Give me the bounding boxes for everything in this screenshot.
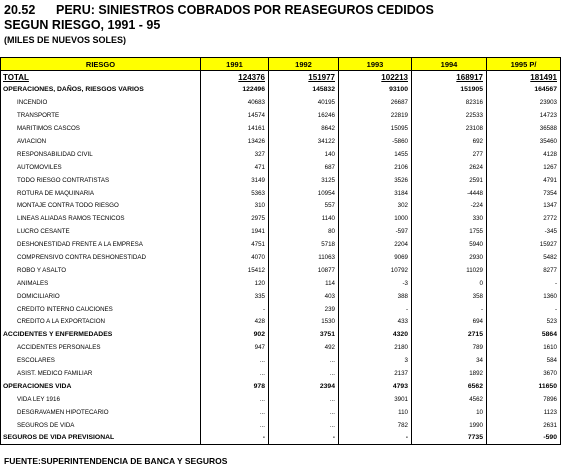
table-header-row [1,58,561,71]
row-label: LINEAS ALIADAS RAMOS TECNICOS [1,212,201,225]
table-row [1,148,561,161]
cell-1994: 5940 [412,238,487,251]
row-label: TODO RIESGO CONTRATISTAS [1,174,201,187]
cell-1993: 102213 [339,71,412,84]
cell-1995: 584 [487,354,561,367]
cell-1995: -590 [487,432,561,445]
cell-1992: 687 [269,161,339,174]
cell-1994: 692 [412,135,487,148]
table-row [1,290,561,303]
cell-1992: ... [269,406,339,419]
cell-1991: 947 [201,341,269,354]
cell-1994: 1990 [412,419,487,432]
cell-1993: 2180 [339,341,412,354]
cell-1993: 3184 [339,187,412,200]
table-row [1,187,561,200]
table-row [1,225,561,238]
table-row [1,200,561,213]
cell-1991: 902 [201,328,269,341]
cell-1993: 93100 [339,84,412,97]
cell-1992: 492 [269,341,339,354]
column-header-1992: 1992 [269,58,339,71]
cell-1991: 122496 [201,84,269,97]
cell-1991: 40683 [201,96,269,109]
cell-1992: 239 [269,303,339,316]
cell-1994: 330 [412,212,487,225]
row-label: MARITIMOS CASCOS [1,122,201,135]
row-label: MONTAJE CONTRA TODO RIESGO [1,200,201,213]
row-label: LUCRO CESANTE [1,225,201,238]
table-row [1,303,561,316]
row-label: DOMICILIARIO [1,290,201,303]
cell-1993: - [339,432,412,445]
cell-1991: 13426 [201,135,269,148]
row-label: SEGUROS DE VIDA PREVISIONAL [1,432,201,445]
cell-1992: 1530 [269,316,339,329]
cell-1992: 114 [269,277,339,290]
table-row [1,406,561,419]
cell-1994: 34 [412,354,487,367]
title-line-2: SEGUN RIESGO, 1991 - 95 [4,18,161,32]
cell-1991: 428 [201,316,269,329]
title-block [4,2,434,46]
cell-1991: 335 [201,290,269,303]
table-row [1,96,561,109]
table-row [1,161,561,174]
cell-1993: 9069 [339,251,412,264]
cell-1993: -3 [339,277,412,290]
cell-1991: ... [201,393,269,406]
cell-1991: 310 [201,200,269,213]
row-label: AUTOMOVILES [1,161,201,174]
cell-1992: 10954 [269,187,339,200]
cell-1995: 5864 [487,328,561,341]
cell-1992: 3125 [269,174,339,187]
row-label: ASIST. MEDICO FAMILIAR [1,367,201,380]
cell-1993: 302 [339,200,412,213]
cell-1994: 2624 [412,161,487,174]
cell-1992: 5718 [269,238,339,251]
row-label: SEGUROS DE VIDA [1,419,201,432]
cell-1992: 40195 [269,96,339,109]
cell-1995: 36588 [487,122,561,135]
cell-1993: 110 [339,406,412,419]
row-label: OPERACIONES VIDA [1,380,201,393]
cell-1995: - [487,303,561,316]
row-label: COMPRENSIVO CONTRA DESHONESTIDAD [1,251,201,264]
cell-1993: 2106 [339,161,412,174]
cell-1995: 1123 [487,406,561,419]
cell-1992: ... [269,367,339,380]
cell-1992: 2394 [269,380,339,393]
row-label: ROBO Y ASALTO [1,264,201,277]
cell-1995: - [487,277,561,290]
cell-1992: 557 [269,200,339,213]
source-note: FUENTE:SUPERINTENDENCIA DE BANCA Y SEGUROS [4,456,228,466]
cell-1994: 23108 [412,122,487,135]
cell-1991: 2975 [201,212,269,225]
cell-1993: 433 [339,316,412,329]
data-table [0,57,561,445]
column-header-riesgo: RIESGO [1,58,201,71]
cell-1994: 6562 [412,380,487,393]
cell-1994: 2715 [412,328,487,341]
cell-1992: 145832 [269,84,339,97]
table-row [1,109,561,122]
cell-1994: 694 [412,316,487,329]
cell-1995: 7354 [487,187,561,200]
table-row [1,264,561,277]
cell-1992: 8642 [269,122,339,135]
table-row [1,328,561,341]
row-label: ANIMALES [1,277,201,290]
cell-1993: 388 [339,290,412,303]
cell-1995: 1267 [487,161,561,174]
cell-1992: 140 [269,148,339,161]
cell-1991: 14574 [201,109,269,122]
cell-1993: 3526 [339,174,412,187]
cell-1992: 16246 [269,109,339,122]
cell-1995: 3670 [487,367,561,380]
cell-1991: ... [201,406,269,419]
table-row [1,71,561,84]
table-row [1,380,561,393]
row-label: CREDITO A LA EXPORTACION [1,316,201,329]
row-label: ROTURA DE MAQUINARIA [1,187,201,200]
row-label: ACCIDENTES Y ENFERMEDADES [1,328,201,341]
cell-1993: 2204 [339,238,412,251]
row-label: DESGRAVAMEN HIPOTECARIO [1,406,201,419]
row-label: OPERACIONES, DAÑOS, RIESGOS VARIOS [1,84,201,97]
row-label: AVIACION [1,135,201,148]
table-row [1,341,561,354]
cell-1993: 1000 [339,212,412,225]
cell-1995: 2631 [487,419,561,432]
cell-1994: 789 [412,341,487,354]
row-label: RESPONSABILIDAD CIVIL [1,148,201,161]
cell-1992: ... [269,393,339,406]
cell-1992: 34122 [269,135,339,148]
cell-1995: 181491 [487,71,561,84]
table-number: 20.52 [4,3,36,17]
table-row [1,277,561,290]
table-row [1,212,561,225]
row-label: VIDA LEY 1916 [1,393,201,406]
cell-1991: 4751 [201,238,269,251]
column-header-1994: 1994 [412,58,487,71]
cell-1994: 22533 [412,109,487,122]
table-row [1,251,561,264]
cell-1991: 3149 [201,174,269,187]
cell-1992: 11063 [269,251,339,264]
cell-1991: 327 [201,148,269,161]
cell-1994: 151905 [412,84,487,97]
cell-1994: 2591 [412,174,487,187]
table-row [1,174,561,187]
cell-1991: - [201,432,269,445]
cell-1993: 3901 [339,393,412,406]
cell-1995: 14723 [487,109,561,122]
cell-1993: 4793 [339,380,412,393]
table-row [1,354,561,367]
table-row [1,135,561,148]
cell-1993: - [339,303,412,316]
cell-1991: 1941 [201,225,269,238]
cell-1994: 82316 [412,96,487,109]
cell-1992: 3751 [269,328,339,341]
cell-1994: 358 [412,290,487,303]
table-row [1,367,561,380]
row-label: INCENDIO [1,96,201,109]
column-header-1991: 1991 [201,58,269,71]
cell-1991: 14161 [201,122,269,135]
cell-1993: 26687 [339,96,412,109]
cell-1995: 164567 [487,84,561,97]
row-label: ACCIDENTES PERSONALES [1,341,201,354]
cell-1993: 10792 [339,264,412,277]
cell-1993: -5860 [339,135,412,148]
cell-1991: ... [201,354,269,367]
title-line-1: PERU: SINIESTROS COBRADOS POR REASEGUROS CEDIDOS [56,3,434,17]
column-header-1993: 1993 [339,58,412,71]
cell-1993: 1455 [339,148,412,161]
cell-1995: 523 [487,316,561,329]
cell-1993: 2137 [339,367,412,380]
cell-1993: 15095 [339,122,412,135]
cell-1992: 1140 [269,212,339,225]
cell-1995: 4791 [487,174,561,187]
cell-1991: 4070 [201,251,269,264]
cell-1995: 35460 [487,135,561,148]
table-row [1,432,561,445]
cell-1991: - [201,303,269,316]
row-label: CREDITO INTERNO CAUCIONES [1,303,201,316]
cell-1995: 23903 [487,96,561,109]
cell-1994: 277 [412,148,487,161]
cell-1991: ... [201,419,269,432]
units-note: (MILES DE NUEVOS SOLES) [4,35,127,45]
cell-1992: - [269,432,339,445]
cell-1993: -597 [339,225,412,238]
table-row [1,316,561,329]
table-row [1,122,561,135]
table-row [1,238,561,251]
cell-1994: 168917 [412,71,487,84]
row-label: TOTAL [1,71,201,84]
cell-1994: 1892 [412,367,487,380]
cell-1995: 4128 [487,148,561,161]
cell-1995: 5482 [487,251,561,264]
cell-1992: 403 [269,290,339,303]
cell-1991: 120 [201,277,269,290]
cell-1994: 1755 [412,225,487,238]
cell-1994: 11029 [412,264,487,277]
cell-1995: 2772 [487,212,561,225]
cell-1992: 10877 [269,264,339,277]
cell-1995: 7896 [487,393,561,406]
table-row [1,419,561,432]
cell-1991: ... [201,367,269,380]
cell-1995: 8277 [487,264,561,277]
table-row [1,84,561,97]
cell-1992: 80 [269,225,339,238]
cell-1994: 10 [412,406,487,419]
column-header-1995: 1995 P/ [487,58,561,71]
cell-1991: 978 [201,380,269,393]
row-label: TRANSPORTE [1,109,201,122]
cell-1992: 151977 [269,71,339,84]
cell-1994: - [412,303,487,316]
cell-1992: ... [269,354,339,367]
cell-1993: 22819 [339,109,412,122]
cell-1991: 15412 [201,264,269,277]
cell-1995: 11650 [487,380,561,393]
cell-1991: 5363 [201,187,269,200]
row-label: ESCOLARES [1,354,201,367]
cell-1995: 15927 [487,238,561,251]
cell-1994: 4562 [412,393,487,406]
cell-1993: 3 [339,354,412,367]
cell-1991: 471 [201,161,269,174]
cell-1992: ... [269,419,339,432]
cell-1994: 7735 [412,432,487,445]
cell-1993: 782 [339,419,412,432]
cell-1995: 1610 [487,341,561,354]
page-title [4,2,434,18]
cell-1995: 1360 [487,290,561,303]
cell-1995: -345 [487,225,561,238]
row-label: DESHONESTIDAD FRENTE A LA EMPRESA [1,238,201,251]
cell-1994: -4448 [412,187,487,200]
table-body [1,71,561,445]
cell-1995: 1347 [487,200,561,213]
cell-1994: 0 [412,277,487,290]
table-row [1,393,561,406]
cell-1994: 2930 [412,251,487,264]
cell-1994: -224 [412,200,487,213]
cell-1993: 4320 [339,328,412,341]
cell-1991: 124376 [201,71,269,84]
